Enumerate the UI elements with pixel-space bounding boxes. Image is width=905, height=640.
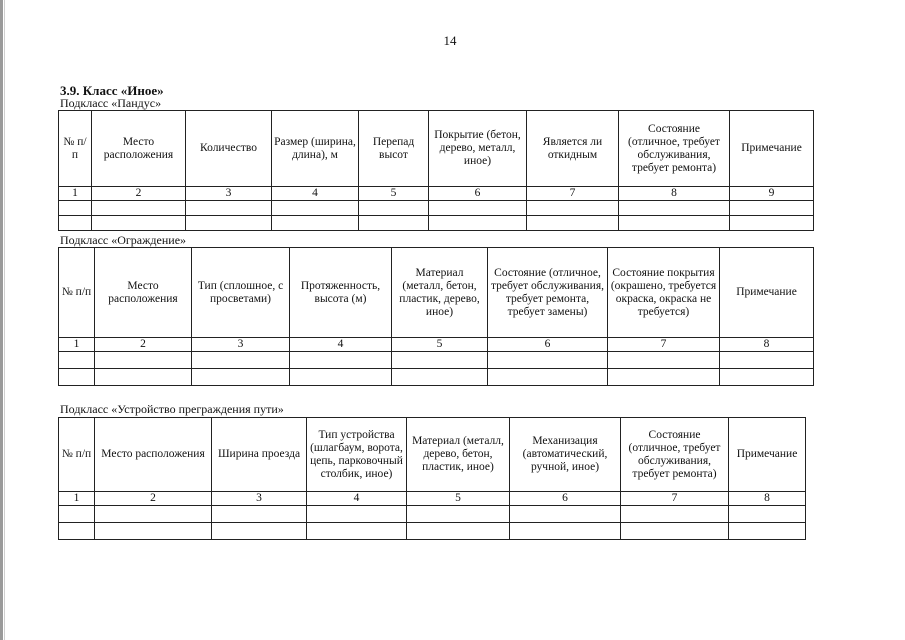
barrier-number-cell: 2 [95, 492, 212, 506]
barrier-number-cell: 4 [307, 492, 407, 506]
ramp-number-cell: 3 [186, 187, 272, 201]
empty-cell [95, 369, 192, 386]
page-number: 14 [443, 33, 457, 48]
empty-cell [212, 523, 307, 540]
empty-cell [59, 352, 95, 369]
empty-cell [510, 523, 621, 540]
empty-cell [621, 506, 729, 523]
empty-cell [619, 201, 730, 216]
barrier-number-cell: 3 [212, 492, 307, 506]
barrier-number-cell: 1 [59, 492, 95, 506]
empty-cell [212, 506, 307, 523]
barrier-number-cell: 8 [729, 492, 806, 506]
fence-number-cell: 6 [488, 338, 608, 352]
empty-cell [307, 523, 407, 540]
subclass-label-ramp: Подкласс «Пандус» [60, 96, 162, 110]
empty-cell [192, 369, 290, 386]
fence-number-cell: 4 [290, 338, 392, 352]
empty-cell [729, 506, 806, 523]
scan-edge [0, 0, 3, 640]
empty-cell [510, 506, 621, 523]
fence-header-cell: Место расположения [95, 248, 192, 338]
barrier-header-cell: Примечание [729, 418, 806, 492]
empty-cell [407, 506, 510, 523]
empty-cell [95, 352, 192, 369]
barrier-header-cell: Тип устройства (шлагбаум, ворота, цепь, парковочный столбик, иное) [307, 418, 407, 492]
fence-header-cell: № п/п [59, 248, 95, 338]
barrier-number-cell: 5 [407, 492, 510, 506]
empty-cell [608, 369, 720, 386]
empty-cell [59, 523, 95, 540]
empty-cell [730, 216, 814, 231]
ramp-number-cell: 7 [527, 187, 619, 201]
barrier-number-cell: 6 [510, 492, 621, 506]
empty-cell [92, 201, 186, 216]
table-row [59, 352, 814, 369]
empty-cell [307, 506, 407, 523]
fence-number-cell: 3 [192, 338, 290, 352]
empty-cell [92, 216, 186, 231]
fence-number-row [59, 338, 814, 352]
barrier-header-cell: Ширина проезда [212, 418, 307, 492]
ramp-number-cell: 8 [619, 187, 730, 201]
empty-cell [186, 201, 272, 216]
ramp-header-cell: Количество [186, 111, 272, 187]
empty-cell [392, 352, 488, 369]
fence-header-row [59, 248, 814, 338]
fence-number-cell: 7 [608, 338, 720, 352]
barrier-header-row [59, 418, 806, 492]
table-row [59, 523, 806, 540]
barrier-header-cell: Материал (металл, дерево, бетон, пластик, иное) [407, 418, 510, 492]
fence-number-cell: 5 [392, 338, 488, 352]
barrier-header-cell: Состояние (отличное, требует обслуживания, требует ремонта) [621, 418, 729, 492]
barrier-number-cell: 7 [621, 492, 729, 506]
section-title: 3.9. Класс «Иное» [60, 83, 164, 98]
empty-cell [527, 201, 619, 216]
empty-cell [429, 201, 527, 216]
empty-cell [290, 369, 392, 386]
fence-header-cell: Протяженность, высота (м) [290, 248, 392, 338]
table-row [59, 506, 806, 523]
ramp-header-cell: Состояние (отличное, требует обслуживания, требует ремонта) [619, 111, 730, 187]
ramp-number-cell: 2 [92, 187, 186, 201]
empty-cell [290, 352, 392, 369]
ramp-number-cell: 6 [429, 187, 527, 201]
ramp-number-cell: 4 [272, 187, 359, 201]
subclass-label-fence: Подкласс «Ограждение» [60, 233, 187, 247]
empty-cell [95, 506, 212, 523]
barrier-table [58, 417, 806, 540]
empty-cell [488, 352, 608, 369]
fence-table [58, 247, 814, 386]
barrier-header-cell: № п/п [59, 418, 95, 492]
fence-header-cell: Состояние покрытия (окрашено, требуется окраска, окраска не требуется) [608, 248, 720, 338]
empty-cell [407, 523, 510, 540]
scan-edge-shadow [4, 0, 5, 640]
empty-cell [272, 201, 359, 216]
fence-number-cell: 2 [95, 338, 192, 352]
ramp-number-cell: 5 [359, 187, 429, 201]
ramp-header-cell: № п/п [59, 111, 92, 187]
ramp-header-cell: Является ли откидным [527, 111, 619, 187]
empty-cell [429, 216, 527, 231]
empty-cell [192, 352, 290, 369]
fence-header-cell: Материал (металл, бетон, пластик, дерево, иное) [392, 248, 488, 338]
ramp-number-cell: 1 [59, 187, 92, 201]
ramp-header-cell: Примечание [730, 111, 814, 187]
ramp-number-row [59, 187, 814, 201]
barrier-header-cell: Механизация (автоматический, ручной, иное) [510, 418, 621, 492]
empty-cell [729, 523, 806, 540]
fence-header-cell: Тип (сплошное, с просветами) [192, 248, 290, 338]
empty-cell [488, 369, 608, 386]
table-row [59, 216, 814, 231]
ramp-header-cell: Перепад высот [359, 111, 429, 187]
empty-cell [95, 523, 212, 540]
barrier-number-row [59, 492, 806, 506]
fence-header-cell: Примечание [720, 248, 814, 338]
ramp-header-cell: Размер (ширина, длина), м [272, 111, 359, 187]
empty-cell [59, 216, 92, 231]
empty-cell [720, 352, 814, 369]
fence-header-cell: Состояние (отличное, требует обслуживания, требует ремонта, требует замены) [488, 248, 608, 338]
table-row [59, 369, 814, 386]
empty-cell [59, 201, 92, 216]
empty-cell [608, 352, 720, 369]
barrier-header-cell: Место расположения [95, 418, 212, 492]
table-row [59, 201, 814, 216]
ramp-number-cell: 9 [730, 187, 814, 201]
fence-number-cell: 1 [59, 338, 95, 352]
empty-cell [186, 216, 272, 231]
empty-cell [619, 216, 730, 231]
empty-cell [359, 201, 429, 216]
ramp-table [58, 110, 814, 231]
empty-cell [359, 216, 429, 231]
empty-cell [392, 369, 488, 386]
fence-number-cell: 8 [720, 338, 814, 352]
empty-cell [621, 523, 729, 540]
empty-cell [59, 369, 95, 386]
empty-cell [527, 216, 619, 231]
ramp-header-row [59, 111, 814, 187]
empty-cell [720, 369, 814, 386]
empty-cell [730, 201, 814, 216]
ramp-header-cell: Место расположения [92, 111, 186, 187]
ramp-header-cell: Покрытие (бетон, дерево, металл, иное) [429, 111, 527, 187]
empty-cell [272, 216, 359, 231]
subclass-label-barrier: Подкласс «Устройство преграждения пути» [60, 402, 284, 416]
empty-cell [59, 506, 95, 523]
